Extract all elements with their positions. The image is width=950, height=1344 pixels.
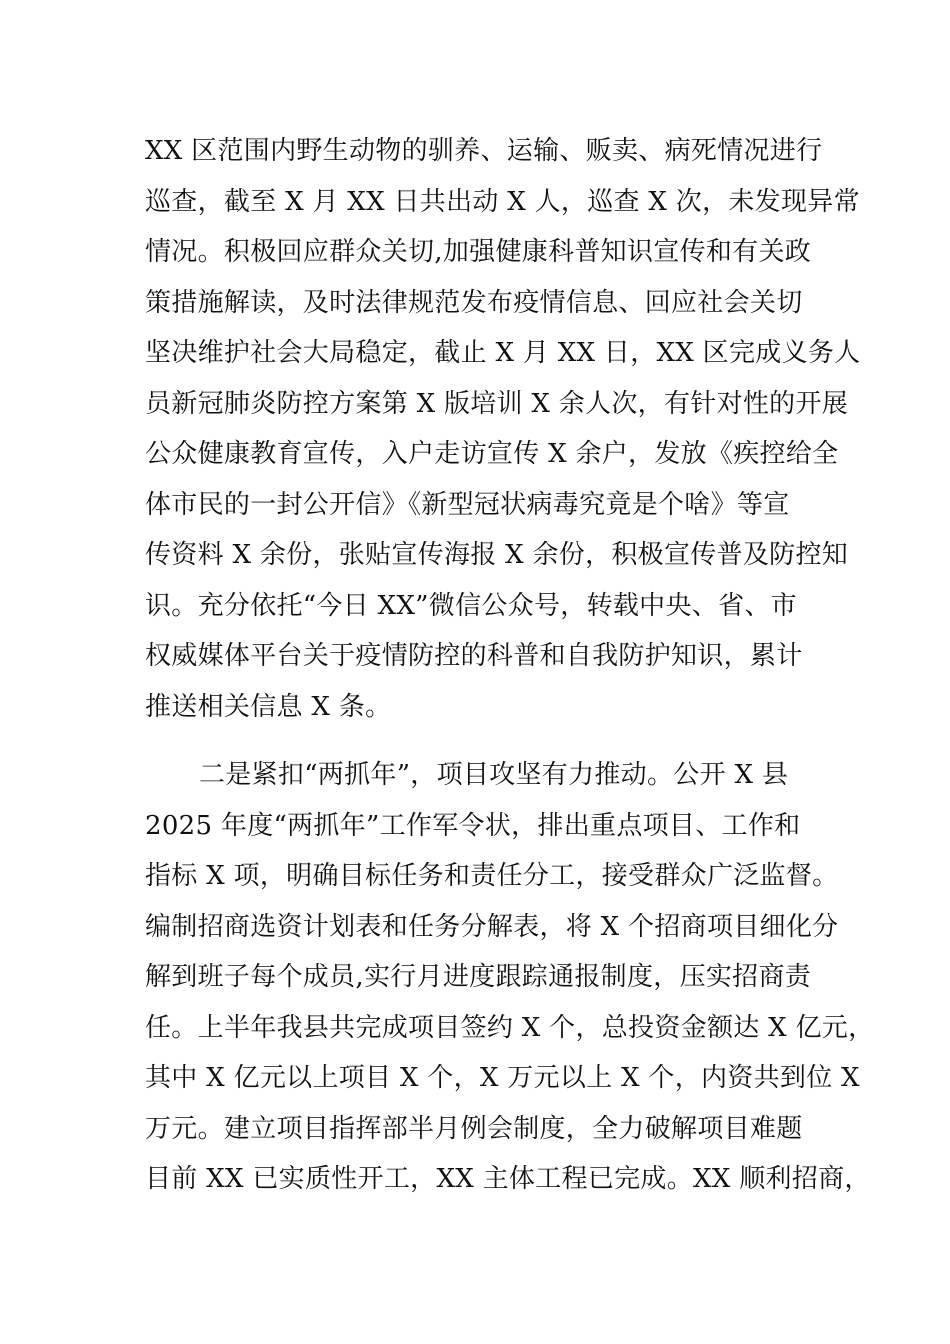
text-line: 传资料 X 余份，张贴宣传海报 X 余份，积极宣传普及防控知 [145, 540, 849, 570]
text-line: 体市民的一封公开信》《新型冠状病毒究竟是个啥》等宣 [145, 489, 790, 520]
text-line: 坚决维护社会大局稳定，截止 X 月 XX 日，XX 区完成义务人 [145, 338, 861, 368]
text-line: 指标 X 项，明确目标任务和责任分工，接受群众广泛监督。 [145, 861, 839, 891]
text-line: 编制招商选资计划表和任务分解表，将 X 个招商项目细化分 [145, 911, 839, 942]
text-line: 其中 X 亿元以上项目 X 个，X 万元以上 X 个，内资共到位 X [145, 1063, 860, 1093]
text-line: 员新冠肺炎防控方案第 X 版培训 X 余人次，有针对性的开展 [145, 388, 849, 419]
text-line: 推送相关信息 X 条。 [145, 691, 392, 722]
text-line-first: 二是紧扣“两抓年”，项目攻坚有力推动。公开 X 县 [199, 760, 789, 790]
paragraph-wildlife-and-publicity [145, 126, 861, 732]
text-line: 目前 XX 已实质性开工，XX 主体工程已完成。XX 顺利招商， [145, 1164, 871, 1194]
text-line: 情况。积极回应群众关切,加强健康科普知识宣传和有关政 [145, 237, 812, 267]
text-line: 万元。建立项目指挥部半月例会制度，全力破解项目难题 [145, 1113, 803, 1144]
text-line: 解到班子每个成员,实行月进度跟踪通报制度，压实招商责 [145, 962, 812, 992]
text-line: 策措施解读，及时法律规范发布疫情信息、回应社会关切 [145, 287, 803, 318]
text-line: XX 区范围内野生动物的驯养、运输、贩卖、病死情况进行 [145, 136, 823, 166]
text-line: 识。充分依托“今日 XX”微信公众号，转载中央、省、市 [145, 590, 797, 621]
text-line: 2025 年度“两抓年”工作军令状，排出重点项目、工作和 [145, 810, 801, 841]
paragraph-project-promotion [145, 750, 875, 1205]
text-line: 公众健康教育宣传，入户走访宣传 X 余户，发放《疾控给全 [145, 439, 839, 469]
text-line: 巡查，截至 X 月 XX 日共出动 X 人，巡查 X 次，未发现异常 [145, 186, 860, 217]
text-line: 任。上半年我县共完成项目签约 X 个，总投资金额达 X 亿元， [145, 1012, 875, 1043]
text-line: 权威媒体平台关于疫情防控的科普和自我防护知识，累计 [145, 641, 803, 671]
